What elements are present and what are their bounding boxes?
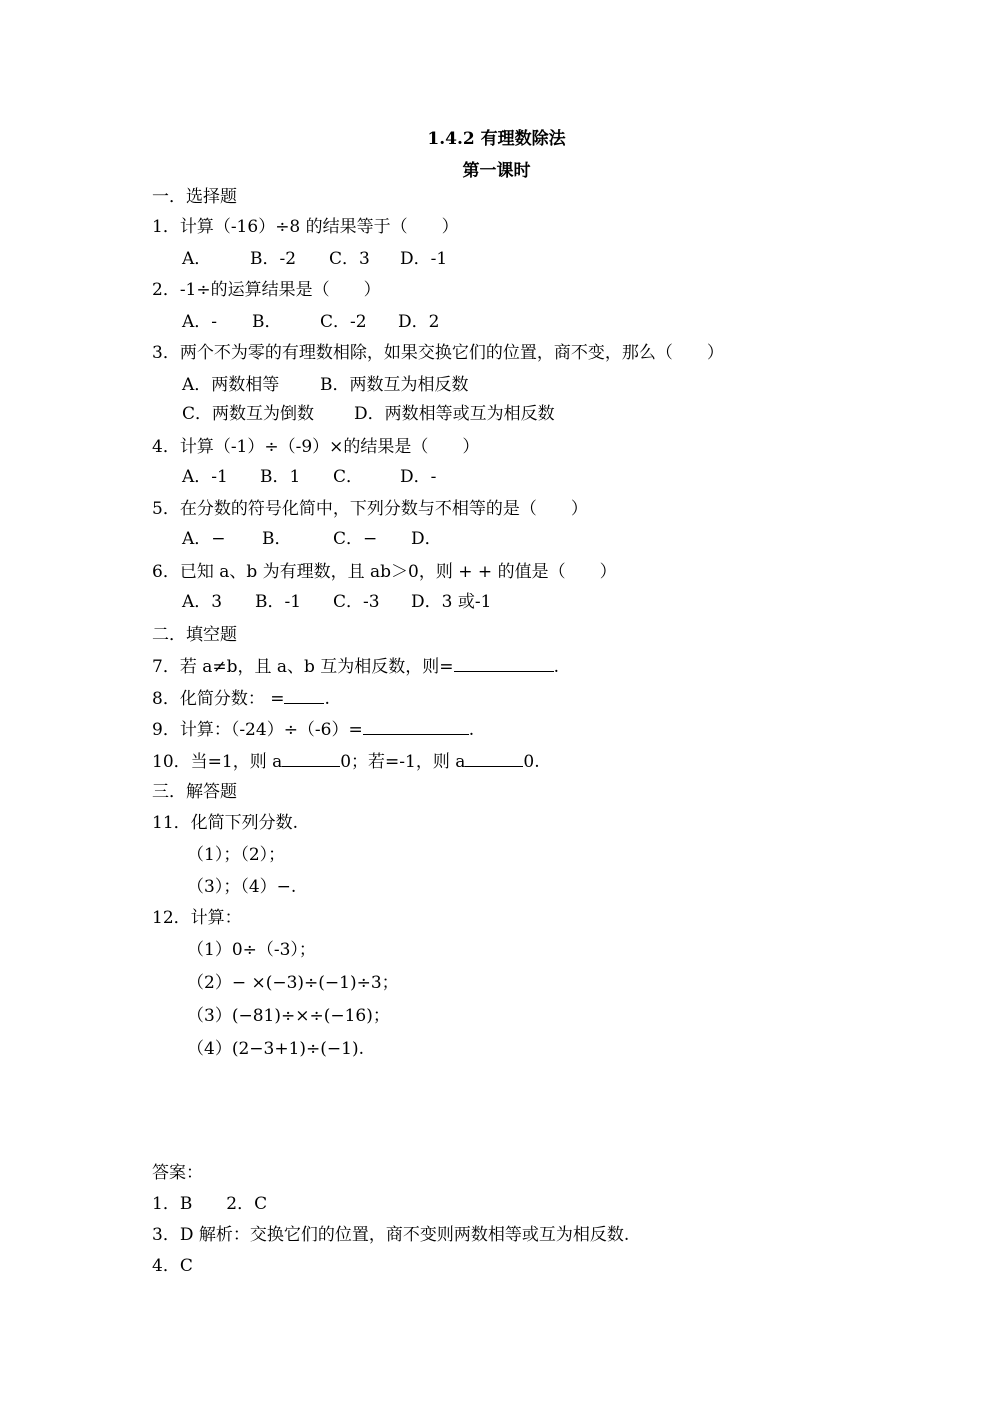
section-heading-choice: 一．选择题 — [152, 187, 237, 207]
question-12-line-2: （2）− ×(−3)÷(−1)÷3； — [187, 973, 399, 993]
question-7-end: . — [553, 657, 559, 677]
question-4-option-c: C． — [333, 467, 364, 487]
question-1-option-c: C．3 — [329, 249, 370, 269]
question-2-option-c: C．-2 — [320, 312, 367, 332]
question-12-stem: 12．计算： — [152, 908, 242, 928]
section-heading-solve: 三．解答题 — [152, 782, 237, 802]
question-11-line-1: （1）；（2）； — [187, 845, 286, 865]
question-12-line-1: （1）0÷（-3）； — [187, 940, 316, 960]
question-10 — [152, 750, 540, 773]
question-4-option-b: B．1 — [260, 467, 301, 487]
answer-blank — [284, 687, 324, 704]
page-subtitle: 第一课时 — [462, 161, 531, 181]
answers-line-1: 1．B 2．C — [152, 1194, 268, 1214]
answers-line-3: 4．C — [152, 1256, 193, 1276]
question-8-end: . — [324, 689, 330, 709]
question-5-stem: 5．在分数的符号化简中，下列分数与不相等的是（ ） — [152, 499, 588, 519]
question-5-option-a: A．− — [182, 529, 226, 549]
question-9-text: 9．计算：（-24）÷（-6）= — [152, 720, 363, 740]
question-12-line-4: （4）(2−3+1)÷(−1). — [187, 1039, 364, 1059]
question-9-end: . — [468, 720, 475, 740]
question-8-text: 8．化简分数： = — [152, 689, 285, 709]
question-9 — [152, 718, 474, 741]
question-5-option-b: B． — [262, 529, 292, 549]
question-4-stem: 4．计算（-1）÷（-9）×的结果是（ ） — [152, 437, 480, 457]
page-title: 1.4.2 有理数除法 — [427, 129, 566, 149]
question-1-option-d: D．-1 — [400, 249, 448, 269]
answers-label: 答案： — [152, 1163, 203, 1183]
question-1-option-a: A． — [182, 249, 212, 269]
answer-blank — [363, 718, 469, 735]
question-1-stem: 1．计算（-16）÷8 的结果等于（ ） — [152, 217, 459, 237]
question-6-option-c: C．-3 — [333, 592, 380, 612]
question-3-stem: 3．两个不为零的有理数相除，如果交换它们的位置，商不变，那么（ ） — [152, 343, 724, 363]
question-5-option-d: D． — [411, 529, 442, 549]
question-11-stem: 11．化简下列分数. — [152, 813, 299, 833]
question-12-line-3: （3）(−81)÷×÷(−16)； — [187, 1006, 390, 1026]
question-8 — [152, 687, 330, 710]
question-10-part-3: 0. — [523, 752, 540, 772]
question-6-option-d: D．3 或-1 — [411, 592, 492, 612]
question-7 — [152, 655, 559, 678]
question-10-part-2: 0；若=-1，则 a — [340, 752, 466, 772]
question-3-option-a: A．两数相等 — [182, 375, 280, 395]
question-10-part-1: 10．当=1，则 a — [152, 752, 283, 772]
section-heading-fill: 二．填空题 — [152, 625, 237, 645]
question-4-option-d: D．- — [400, 467, 437, 487]
question-2-option-d: D．2 — [398, 312, 440, 332]
answer-blank — [454, 655, 554, 672]
answer-blank — [465, 750, 523, 767]
question-7-text: 7．若 a≠b，且 a、b 互为相反数，则= — [152, 657, 454, 677]
answers-line-2: 3．D 解析：交换它们的位置，商不变则两数相等或互为相反数. — [152, 1225, 630, 1245]
question-3-option-d: D．两数相等或互为相反数 — [354, 404, 555, 424]
question-4-option-a: A．-1 — [182, 467, 228, 487]
question-2-option-a: A．- — [182, 312, 218, 332]
question-11-line-2: （3）；（4）−. — [187, 877, 297, 897]
question-2-option-b: B． — [252, 312, 282, 332]
question-6-option-b: B．-1 — [255, 592, 302, 612]
question-5-option-c: C．− — [333, 529, 378, 549]
question-2-stem: 2．-1÷的运算结果是（ ） — [152, 280, 381, 300]
question-3-option-c: C．两数互为倒数 — [182, 404, 315, 424]
answer-blank — [282, 750, 340, 767]
question-3-option-b: B．两数互为相反数 — [320, 375, 469, 395]
question-6-stem: 6．已知 a、b 为有理数，且 ab＞0，则 + + 的值是（ ） — [152, 562, 617, 582]
question-1-option-b: B．-2 — [250, 249, 297, 269]
question-6-option-a: A．3 — [182, 592, 223, 612]
